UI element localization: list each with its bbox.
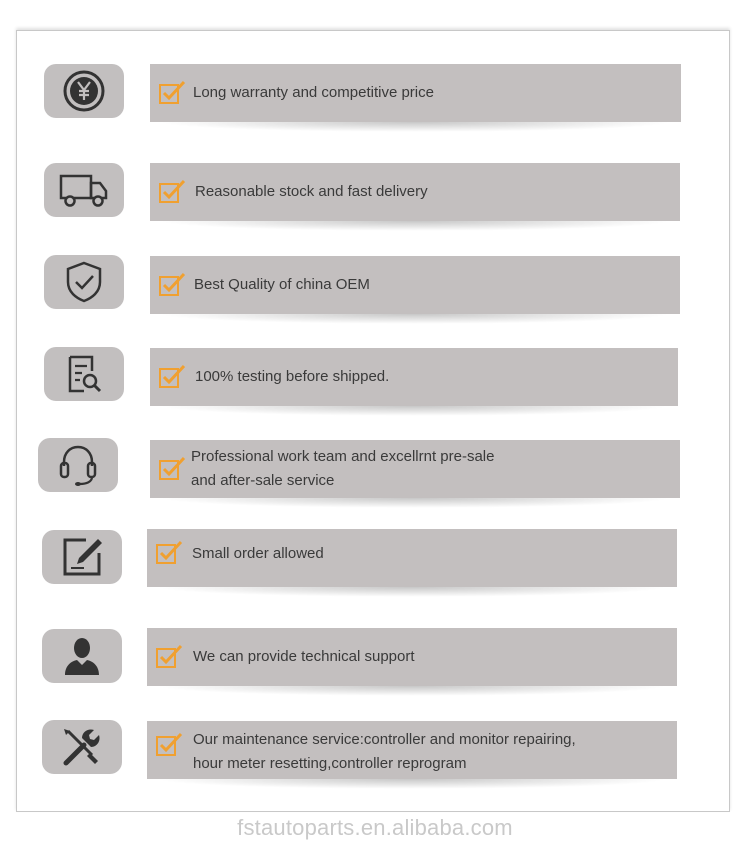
shield-check-icon [44, 255, 124, 309]
feature-text: We can provide technical support [193, 648, 415, 665]
edit-icon [42, 530, 122, 584]
feature-banner [150, 440, 680, 498]
checkbox-check-icon [158, 455, 186, 481]
checkbox-check-icon [155, 539, 183, 565]
feature-banner [147, 628, 677, 686]
feature-banner [150, 163, 680, 221]
feature-text: Reasonable stock and fast delivery [195, 183, 428, 200]
feature-banner [147, 529, 677, 587]
feature-text-line: Our maintenance service:controller and monitor repairing, [193, 731, 576, 748]
feature-text: Best Quality of china OEM [194, 276, 370, 293]
feature-text: 100% testing before shipped. [195, 368, 390, 385]
wrench-screwdriver-icon [42, 720, 122, 774]
checkbox-check-icon [155, 643, 183, 669]
checkbox-check-icon [158, 79, 186, 105]
document-search-icon [44, 347, 124, 401]
yen-coin-icon [44, 64, 124, 118]
feature-banner [147, 721, 677, 779]
person-icon [42, 629, 122, 683]
feature-text: Small order allowed [192, 545, 324, 562]
checkbox-check-icon [158, 178, 186, 204]
feature-text-line: hour meter resetting,controller reprogram [193, 755, 467, 772]
feature-text-line: and after-sale service [191, 472, 335, 489]
feature-banner [150, 64, 681, 122]
feature-banner [150, 256, 680, 314]
checkbox-check-icon [158, 363, 186, 389]
feature-banner [150, 348, 678, 406]
checkbox-check-icon [155, 731, 183, 757]
feature-text [193, 721, 667, 779]
headset-icon [38, 438, 118, 492]
checkbox-check-icon [158, 271, 186, 297]
feature-text-line: Professional work team and excellrnt pre-sale [191, 448, 495, 465]
truck-icon [44, 163, 124, 217]
feature-text [191, 440, 670, 498]
feature-text: Long warranty and competitive price [193, 84, 434, 101]
watermark-text: fstautoparts.en.alibaba.com [237, 815, 513, 840]
